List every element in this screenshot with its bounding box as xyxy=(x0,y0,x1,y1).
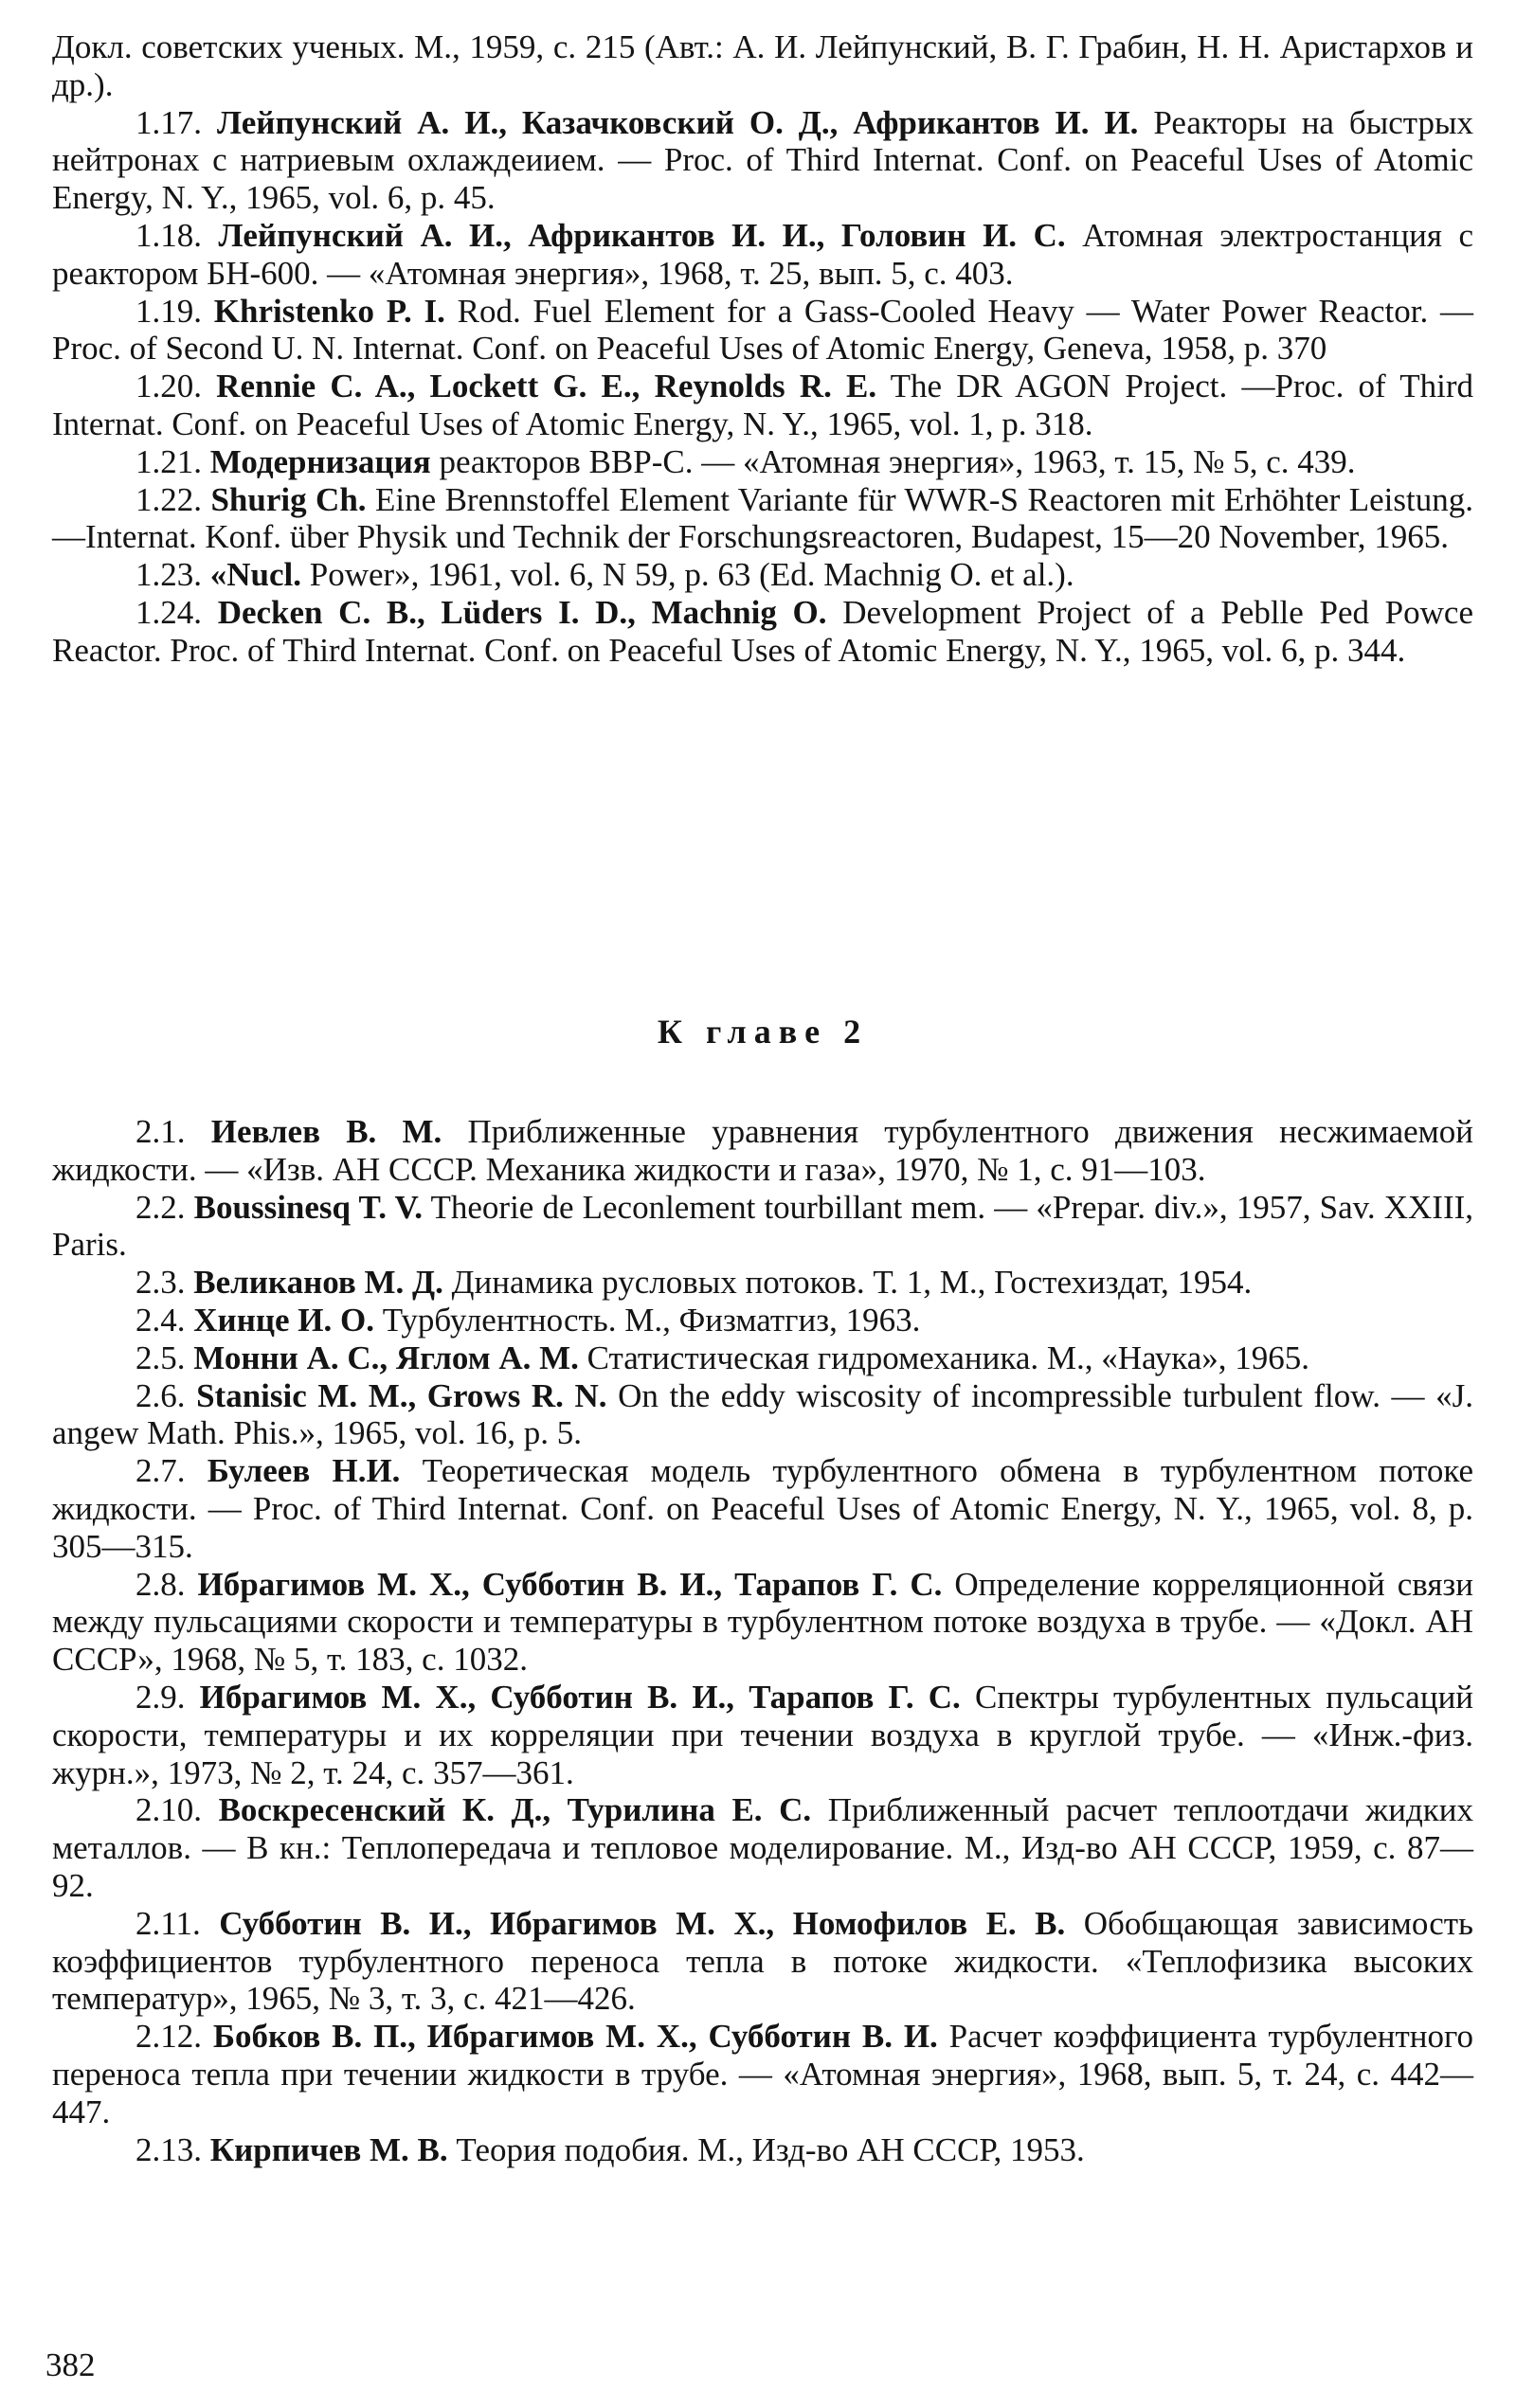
reference-number: 2.3. xyxy=(135,1264,186,1302)
reference-number: 1.23. xyxy=(135,556,202,594)
reference-authors: Boussinesq T. V. xyxy=(193,1188,424,1226)
reference-text: Приближенные уравнения турбулентного движения несжимаемой жидкости. — «Изв. АН СССР. Механика жидкости и газа», 1970, № 1, с. 91—103. xyxy=(52,1113,1474,1188)
reference-text: Атомная электростанция с реактором БН-600. — «Атомная энергия», 1968, т. 25, вып. 5, с. 403. xyxy=(52,216,1474,292)
reference-number: 1.18. xyxy=(135,216,202,254)
reference-text: реакторов ВВР-С. — «Атомная энергия», 1963, т. 15, № 5, с. 439. xyxy=(439,442,1356,480)
reference-authors: Rennie C. A., Lockett G. E., Reynolds R. E. xyxy=(216,368,877,405)
reference-authors: «Nucl. xyxy=(209,556,301,594)
reference-text: Rod. Fuel Element for a Gass-Cooled Heavy — Water Power Reactor. —Proc. of Second U. N. Internat. Conf. on Peaceful Uses of Atomic Energy, Geneva, 1958, p. 370 xyxy=(52,292,1473,368)
reference-authors: Лейпунский А. И., Африкантов И. И., Головин И. С. xyxy=(218,216,1066,254)
reference-number: 1.17. xyxy=(135,103,202,141)
reference-item xyxy=(52,443,1473,481)
reference-authors: Khristenko P. I. xyxy=(213,292,445,330)
reference-number: 2.5. xyxy=(135,1339,186,1376)
reference-text: Реакторы на быстрых нейтронах с натриевым охлаждеиием. — Proc. of Third Internat. Conf. on Peaceful Uses of Atomic Energy, N. Y., 1965, vol. 6, p. 45. xyxy=(52,103,1473,217)
reference-authors: Модернизация xyxy=(209,442,431,480)
reference-authors: Великанов М. Д. xyxy=(193,1264,443,1302)
reference-text: Обобщающая зависимость коэффициентов турбулентного переноса тепла в потоке жидкости. «Теплофизика высоких температур», 1965, № 3, т. 3, с. 421—426. xyxy=(52,1904,1474,2018)
chapter1-references xyxy=(52,28,1473,670)
page-body xyxy=(52,28,1474,2168)
chapter2-references xyxy=(52,1113,1473,2168)
reference-item xyxy=(52,217,1473,293)
reference-number: 2.8. xyxy=(135,1565,186,1603)
reference-item xyxy=(52,1302,1473,1339)
reference-item xyxy=(52,1566,1473,1679)
reference-item xyxy=(52,1377,1473,1453)
reference-number: 1.22. xyxy=(135,480,202,518)
reference-number: 2.7. xyxy=(135,1452,186,1490)
reference-item xyxy=(52,1189,1473,1265)
reference-authors: Ибрагимов М. Х., Субботин В. И., Тарапов Г. С. xyxy=(197,1565,943,1603)
reference-authors: Decken C. B., Lüders I. D., Machnig O. xyxy=(217,593,827,631)
reference-number: 1.20. xyxy=(135,368,202,405)
reference-number: 1.24. xyxy=(135,593,202,631)
reference-text: On the eddy wiscosity of incompressible turbulent flow. — «J. angew Math. Phis.», 1965, vol. 16, p. 5. xyxy=(52,1376,1474,1452)
reference-item xyxy=(52,104,1473,217)
reference-item xyxy=(52,28,1473,104)
reference-text: Спектры турбулентных пульсаций скорости, температуры и их корреляции при течении воздуха в круглой трубе. — «Инж.-физ. журн.», 1973, № 2, т. 24, с. 357—361. xyxy=(52,1678,1474,1791)
section-heading: К главе 2 xyxy=(657,1013,869,1051)
reference-item xyxy=(52,1113,1473,1189)
reference-text: Development Project of a Peblle Ped Powce Reactor. Proc. of Third Internat. Conf. on Peaceful Uses of Atomic Energy, N. Y., 1965, vol. 6, p. 344. xyxy=(52,593,1473,669)
reference-authors: Хинце И. О. xyxy=(193,1301,375,1339)
reference-authors: Ибрагимов М. Х., Субботин В. И., Тарапов Г. С. xyxy=(199,1678,961,1716)
reference-item xyxy=(52,1791,1473,1904)
reference-number: 2.11. xyxy=(135,1904,201,1942)
reference-text: Теоретическая модель турбулентного обмена в турбулентном потоке жидкости. — Proc. of Third Internat. Conf. on Peaceful Uses of Atomic Energy, N. Y., 1965, vol. 8, p. 305—315. xyxy=(52,1452,1473,1565)
reference-number: 2.12. xyxy=(135,2018,202,2056)
reference-text: Приближенный расчет теплоотдачи жидких металлов. — В кн.: Теплопередача и тепловое моделирование. М., Изд-во АН СССР, 1959, с. 87—92. xyxy=(52,1791,1474,1904)
reference-authors: Бобков В. П., Ибрагимов М. Х., Субботин В. И. xyxy=(212,2018,938,2056)
reference-text: Power», 1961, vol. 6, N 59, p. 63 (Ed. Machnig O. et al.). xyxy=(309,556,1074,594)
reference-number: 2.10. xyxy=(135,1791,202,1829)
reference-number: 2.4. xyxy=(135,1301,186,1339)
reference-text: Динамика русловых потоков. Т. 1, М., Гостехиздат, 1954. xyxy=(451,1264,1253,1302)
reference-text: Theorie de Leconlement tourbillant mem. — «Prepar. div.», 1957, Sav. XXIII, Paris. xyxy=(52,1188,1474,1264)
page-number: 382 xyxy=(45,2346,96,2383)
reference-authors: Stanisic M. M., Grows R. N. xyxy=(196,1376,607,1414)
reference-number: 1.21. xyxy=(135,442,202,480)
reference-number: 2.9. xyxy=(135,1678,186,1716)
reference-item xyxy=(52,293,1473,368)
reference-authors: Воскресенский К. Д., Турилина Е. С. xyxy=(218,1791,812,1829)
reference-authors: Shurig Ch. xyxy=(210,480,367,518)
reference-authors: Монни А. С., Яглом А. М. xyxy=(193,1339,579,1376)
reference-number: 2.1. xyxy=(135,1113,186,1150)
reference-item xyxy=(52,1905,1473,2018)
reference-item xyxy=(52,2131,1473,2169)
reference-text: Турбулентность. М., Физматгиз, 1963. xyxy=(382,1301,921,1339)
reference-item xyxy=(52,2018,1473,2130)
reference-number: 2.2. xyxy=(135,1188,186,1226)
reference-item xyxy=(52,1679,1473,1791)
reference-text: Докл. советских ученых. М., 1959, с. 215 (Авт.: А. И. Лейпунский, В. Г. Грабин, Н. Н. Аристархов и др.). xyxy=(52,28,1473,103)
reference-number: 2.6. xyxy=(135,1376,186,1414)
reference-item xyxy=(52,594,1473,670)
reference-text: Определение корреляционной связи между пульсациями скорости и температуры в турбулентном потоке воздуха в трубе. — «Докл. АН СССР», 1968, № 5, т. 183, с. 1032. xyxy=(52,1565,1473,1679)
reference-item xyxy=(52,556,1473,594)
reference-text: Статистическая гидромеханика. М., «Наука», 1965. xyxy=(587,1339,1310,1376)
reference-item xyxy=(52,481,1473,557)
reference-number: 2.13. xyxy=(135,2130,202,2168)
reference-authors: Лейпунский А. И., Казачковский О. Д., Африкантов И. И. xyxy=(216,103,1139,141)
reference-text: Расчет коэффициента турбулентного переноса тепла при течении жидкости в трубе. — «Атомная энергия», 1968, вып. 5, т. 24, с. 442—447. xyxy=(52,2018,1474,2130)
reference-item xyxy=(52,368,1473,443)
reference-number: 1.19. xyxy=(135,292,202,330)
reference-text: The DR AGON Project. —Proc. of Third Internat. Conf. on Peaceful Uses of Atomic Energy, N. Y., 1965, vol. 1, p. 318. xyxy=(52,368,1473,442)
reference-authors: Субботин В. И., Ибрагимов М. Х., Номофилов Е. В. xyxy=(219,1904,1066,1942)
reference-item xyxy=(52,1339,1473,1377)
reference-text: Теория подобия. М., Изд-во АН СССР, 1953. xyxy=(456,2130,1085,2168)
reference-authors: Булеев Н.И. xyxy=(207,1452,401,1490)
reference-text: Eine Brennstoffel Element Variante für WWR-S Reactoren mit Erhöhter Leistung.—Internat. Konf. über Physik und Technik der Forschungsreactoren, Budapest, 15—20 November, 1965. xyxy=(52,480,1473,556)
reference-item xyxy=(52,1452,1473,1565)
reference-item xyxy=(52,1264,1473,1302)
reference-authors: Кирпичев М. В. xyxy=(209,2130,448,2168)
reference-authors: Иевлев В. М. xyxy=(210,1113,442,1150)
